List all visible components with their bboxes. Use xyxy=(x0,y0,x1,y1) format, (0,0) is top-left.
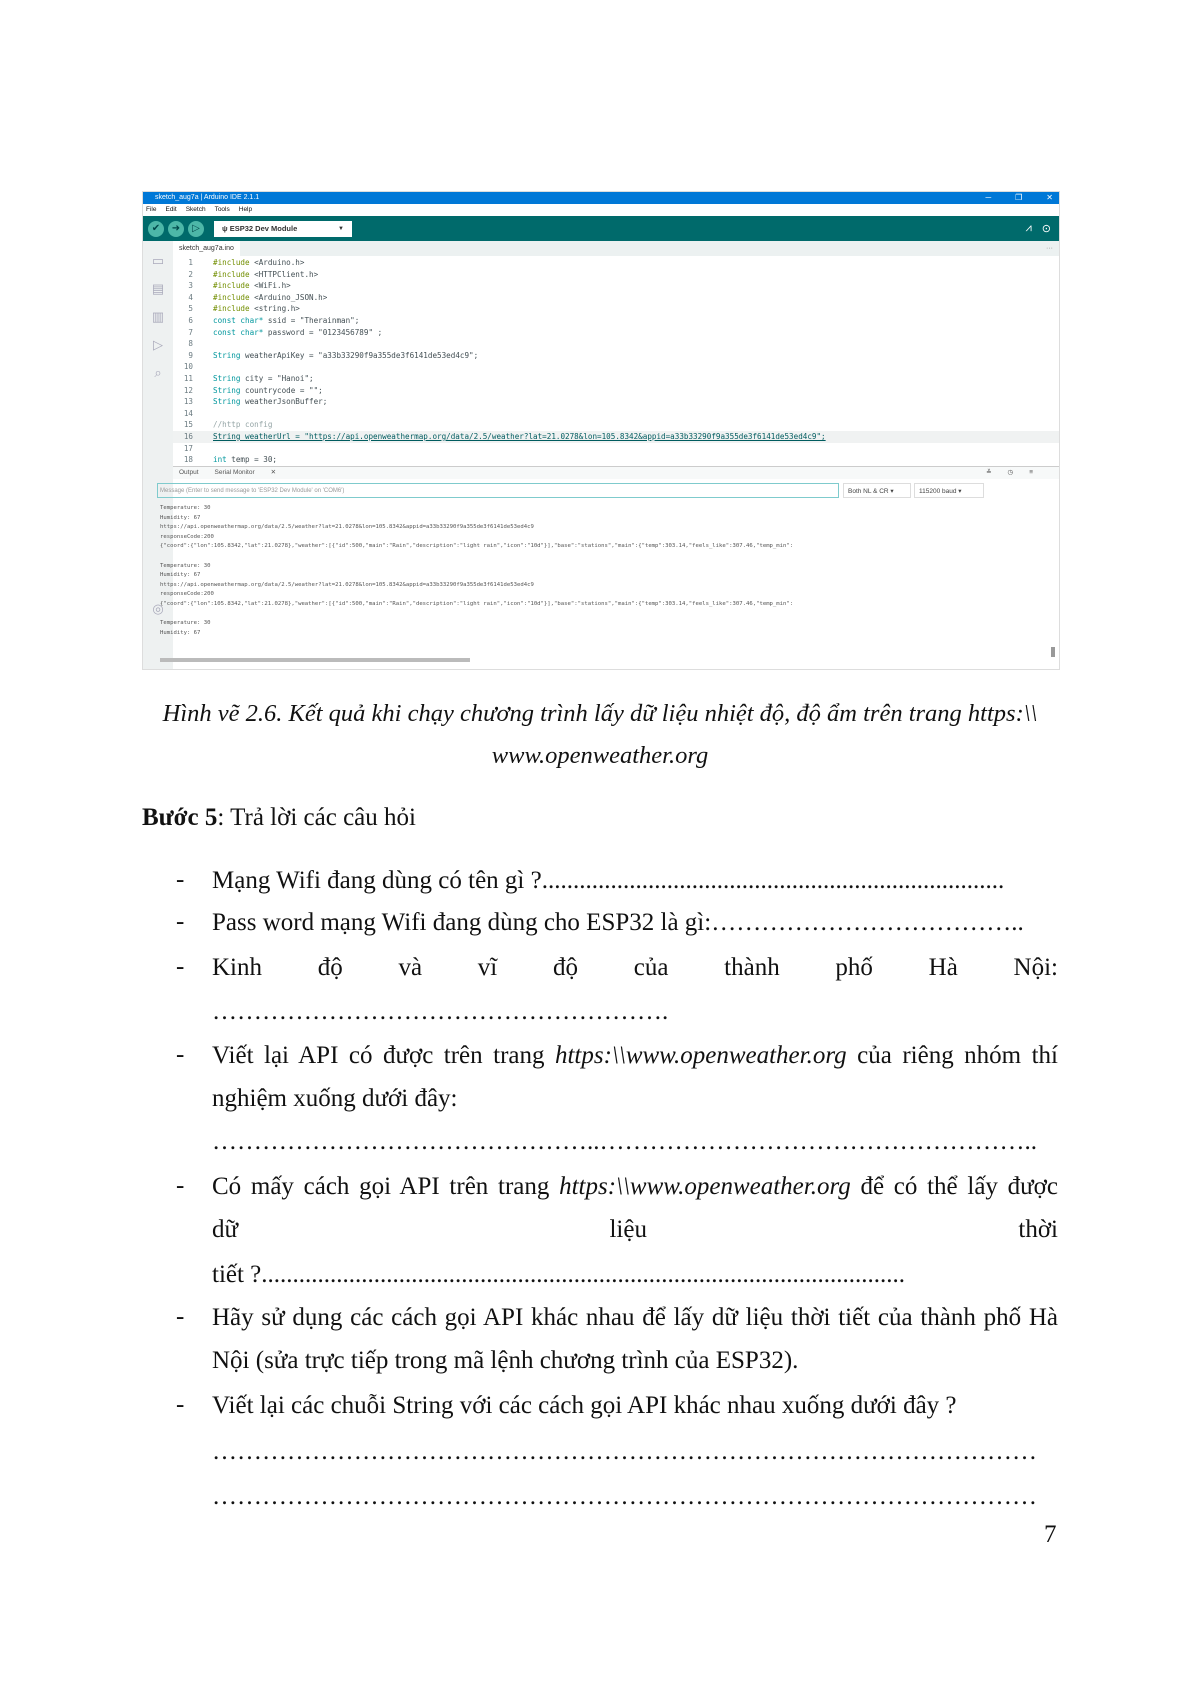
upload-arrow-icon[interactable]: ➜ xyxy=(168,221,184,237)
timestamp-icon[interactable]: ◷ xyxy=(1007,469,1014,476)
code-text: #include <Arduino_JSON.h> xyxy=(213,292,328,302)
bullet-dash: - xyxy=(176,908,185,935)
question-wifi-password: Pass word mạng Wifi đang dùng cho ESP32 là gì:……………………………….. xyxy=(212,909,1024,936)
code-line xyxy=(173,257,1059,269)
debug-icon[interactable]: ▷ xyxy=(188,221,204,237)
line-number: 15 xyxy=(183,420,193,430)
menu-file[interactable]: File xyxy=(146,206,157,213)
serial-line: Humidity: 67 xyxy=(160,514,201,521)
maximize-icon[interactable]: ❐ xyxy=(1015,193,1023,202)
answer-dots: ………………………………………………. xyxy=(212,998,669,1025)
serial-line xyxy=(160,610,1051,620)
code-line xyxy=(173,315,1059,327)
code-text: #include <string.h> xyxy=(213,304,300,314)
code-line xyxy=(173,419,1059,431)
serial-line xyxy=(160,552,1051,562)
line-number: 3 xyxy=(188,281,193,291)
line-number: 17 xyxy=(183,443,193,453)
code-text: #include <WiFi.h> xyxy=(213,281,291,291)
file-tab[interactable]: sketch_aug7a.ino xyxy=(173,241,240,256)
usb-icon: ψ xyxy=(222,223,230,233)
serial-line: Temperature: 30 xyxy=(160,562,211,569)
line-number: 1 xyxy=(188,258,193,267)
code-text: #include <HTTPClient.h> xyxy=(213,269,319,279)
verify-check-icon[interactable]: ✔ xyxy=(148,221,164,237)
close-icon[interactable]: ✕ xyxy=(1046,193,1053,202)
step-heading xyxy=(142,803,416,833)
serial-line: Temperature: 30 xyxy=(160,505,211,511)
serial-line: responseCode:200 xyxy=(160,533,214,540)
minimize-icon[interactable]: ─ xyxy=(985,193,992,202)
menu-sketch[interactable]: Sketch xyxy=(185,206,206,213)
code-line xyxy=(173,303,1059,315)
question-api-ways-line2: dữ liệu thời xyxy=(212,1216,1058,1243)
question-other-api-line2: Nội (sửa trực tiếp trong mã lệnh chương trình của ESP32). xyxy=(212,1347,799,1374)
code-line xyxy=(173,280,1059,292)
search-icon[interactable]: ⌕ xyxy=(154,365,162,380)
code-line xyxy=(173,443,1059,455)
question-other-api-line1: Hãy sử dụng các cách gọi API khác nhau để lấy dữ liệu thời tiết của thành phố Hà xyxy=(212,1304,1058,1331)
code-line xyxy=(173,408,1059,420)
code-text: String weatherJsonBuffer; xyxy=(213,397,328,407)
vertical-scrollbar[interactable] xyxy=(1051,647,1055,657)
text: Có mấy cách gọi API trên trang xyxy=(212,1173,560,1200)
link-text: https:\\www.openweather.org xyxy=(554,1042,847,1069)
debug-sidebar-icon[interactable]: ▷ xyxy=(153,337,163,352)
line-number: 9 xyxy=(188,350,193,360)
question-string-api: Viết lại các chuỗi String với các cách gọi API khác nhau xuống dưới đây ? xyxy=(212,1392,957,1419)
line-number: 2 xyxy=(188,269,193,279)
code-text: int temp = 30; xyxy=(213,455,278,465)
code-text: const char* ssid = "Therainman"; xyxy=(213,315,360,325)
window-title: sketch_aug7a | Arduino IDE 2.1.1 xyxy=(155,194,260,201)
step-text: : Trả lời các câu hỏi xyxy=(217,804,416,831)
more-icon[interactable]: ··· xyxy=(1046,245,1053,252)
question-api-line1 xyxy=(212,1041,1058,1071)
code-line xyxy=(173,269,1059,281)
serial-line: Temperature: 30 xyxy=(160,620,211,627)
serial-output xyxy=(160,504,1051,638)
autoscroll-icon[interactable]: ≚ xyxy=(986,469,992,476)
line-number: 10 xyxy=(183,362,193,372)
bullet-dash: - xyxy=(176,953,185,980)
code-line xyxy=(173,350,1059,362)
line-number: 18 xyxy=(183,455,193,465)
baud-select[interactable]: 115200 baud ▾ xyxy=(914,483,984,498)
question-coordinates: Kinh độ và vĩ độ của thành phố Hà Nội: xyxy=(212,954,1058,981)
serial-line: {"coord":{"lon":105.8342,"lat":21.0278},"weather":[{"id":500,"main":"Rain","description":"light rain","icon":"10d"}],"base":"stations","main":{"temp":303.14,"feels_like":307.46,"temp_min": xyxy=(160,600,794,607)
link-text: https:\\www.openweather.org xyxy=(559,1173,851,1200)
chevron-down-icon: ▼ xyxy=(338,225,344,232)
question-api-line2: nghiệm xuống dưới đây: xyxy=(212,1085,458,1112)
code-line xyxy=(173,373,1059,385)
code-text: String countrycode = ""; xyxy=(213,385,323,395)
code-line xyxy=(173,361,1059,373)
bullet-dash: - xyxy=(176,1303,185,1330)
code-line xyxy=(173,338,1059,350)
step-label: Bước 5 xyxy=(142,804,218,831)
output-panel-header xyxy=(173,466,1059,479)
line-number: 11 xyxy=(183,373,193,383)
answer-dots: ……………………………………………………………………………………… xyxy=(212,1483,1037,1510)
serial-line: https://api.openweathermap.org/data/2.5/weather?lat=21.0278&lon=105.8342&appid=a33b33290f9a355de3f6141de53ed4c9 xyxy=(160,581,534,588)
bullet-dash: - xyxy=(176,1391,185,1418)
question-api-ways-line3: tiết ?....................................................................................................... xyxy=(212,1261,906,1288)
tab-serial-monitor[interactable]: Serial Monitor xyxy=(214,469,255,476)
editor-tabs xyxy=(173,241,1059,256)
boards-manager-icon[interactable]: ▤ xyxy=(151,281,165,296)
serial-line: https://api.openweathermap.org/data/2.5/weather?lat=21.0278&lon=105.8342&appid=a33b33290f9a355de3f6141de53ed4c9 xyxy=(160,524,534,531)
account-icon[interactable]: ◎ xyxy=(152,601,164,616)
line-number: 16 xyxy=(183,431,193,441)
bullet-dash: - xyxy=(176,866,185,893)
line-number: 8 xyxy=(188,339,193,349)
serial-line: Humidity: 67 xyxy=(160,629,201,636)
menu-edit[interactable]: Edit xyxy=(165,206,177,213)
line-number: 14 xyxy=(183,408,193,418)
menu-bar xyxy=(143,204,1059,216)
horizontal-scrollbar[interactable] xyxy=(160,658,470,662)
baud-value: 115200 baud xyxy=(919,488,957,495)
line-number: 5 xyxy=(188,304,193,314)
code-text: #include <Arduino.h> xyxy=(213,258,305,267)
code-text: //http config xyxy=(213,420,273,430)
menu-tools[interactable]: Tools xyxy=(214,206,230,213)
bullet-dash: - xyxy=(176,1172,185,1199)
serial-plotter-icon[interactable]: ⩘ xyxy=(1025,222,1032,234)
arduino-ide-screenshot xyxy=(142,191,1060,670)
serial-line: responseCode:200 xyxy=(160,591,214,598)
answer-dots: ………………………………………..…………………………………………….. xyxy=(212,1128,1037,1155)
board-name: ESP32 Dev Module xyxy=(229,223,298,233)
question-api-ways-line1 xyxy=(212,1172,1058,1202)
code-line xyxy=(173,327,1059,339)
title-bar xyxy=(143,192,1059,204)
line-ending-value: Both NL & CR xyxy=(848,488,889,495)
code-text: String weatherUrl = "https://api.openweathermap.org/data/2.5/weather?lat=21.0278&lon=105.8342&appid=a33b33290f9a355de3f6141de53ed4c9"; xyxy=(213,431,826,441)
code-text: const char* password = "0123456789" ; xyxy=(213,327,383,337)
page-number: 7 xyxy=(1044,1521,1057,1548)
code-editor[interactable] xyxy=(173,257,1059,466)
code-line xyxy=(173,292,1059,304)
line-number: 7 xyxy=(188,327,193,337)
menu-help[interactable]: Help xyxy=(238,206,253,213)
tab-output[interactable]: Output xyxy=(179,469,199,476)
serial-monitor-icon[interactable]: ⊙ xyxy=(1041,223,1051,235)
bullet-dash: - xyxy=(176,1041,185,1068)
line-number: 13 xyxy=(183,397,193,407)
line-number: 12 xyxy=(183,385,193,395)
question-wifi-name: Mạng Wifi đang dùng có tên gì ?.......................................................................... xyxy=(212,867,1005,894)
text: để có thể lấy được xyxy=(850,1173,1058,1200)
code-text: String weatherApiKey = "a33b33290f9a355de3f6141de53ed4c9"; xyxy=(213,350,479,360)
line-number: 6 xyxy=(188,315,193,325)
library-icon[interactable]: ▥ xyxy=(151,309,165,324)
serial-line: {"coord":{"lon":105.8342,"lat":21.0278},"weather":[{"id":500,"main":"Rain","description":"light rain","icon":"10d"}],"base":"stations","main":{"temp":303.14,"feels_like":307.46,"temp_min": xyxy=(160,543,794,550)
figure-caption-line1: Hình vẽ 2.6. Kết quả khi chạy chương trình lấy dữ liệu nhiệt độ, độ ẩm trên trang https:\\ xyxy=(162,700,1038,727)
code-line xyxy=(173,385,1059,397)
board-selector[interactable] xyxy=(214,221,352,237)
serial-line: Humidity: 67 xyxy=(160,572,201,579)
toolbar xyxy=(143,216,1059,241)
clear-output-icon[interactable]: ≡ xyxy=(1029,469,1033,476)
folder-icon[interactable]: ▭ xyxy=(151,253,165,268)
code-line xyxy=(173,431,1059,443)
code-text: String city = "Hanoi"; xyxy=(213,373,314,383)
line-ending-select[interactable]: Both NL & CR ▾ xyxy=(843,483,911,498)
close-tab-icon[interactable]: ✕ xyxy=(270,469,277,476)
answer-dots: ……………………………………………………………………………………… xyxy=(212,1438,1037,1465)
text: Viết lại API có được trên trang xyxy=(212,1042,555,1069)
figure-caption-line2: www.openweather.org xyxy=(491,742,709,769)
line-number: 4 xyxy=(188,292,193,302)
serial-message-input[interactable]: Message (Enter to send message to 'ESP32 Dev Module' on 'COM6') xyxy=(157,483,839,498)
code-line xyxy=(173,396,1059,408)
code-line xyxy=(173,454,1059,466)
text: của riêng nhóm thí xyxy=(846,1042,1058,1069)
